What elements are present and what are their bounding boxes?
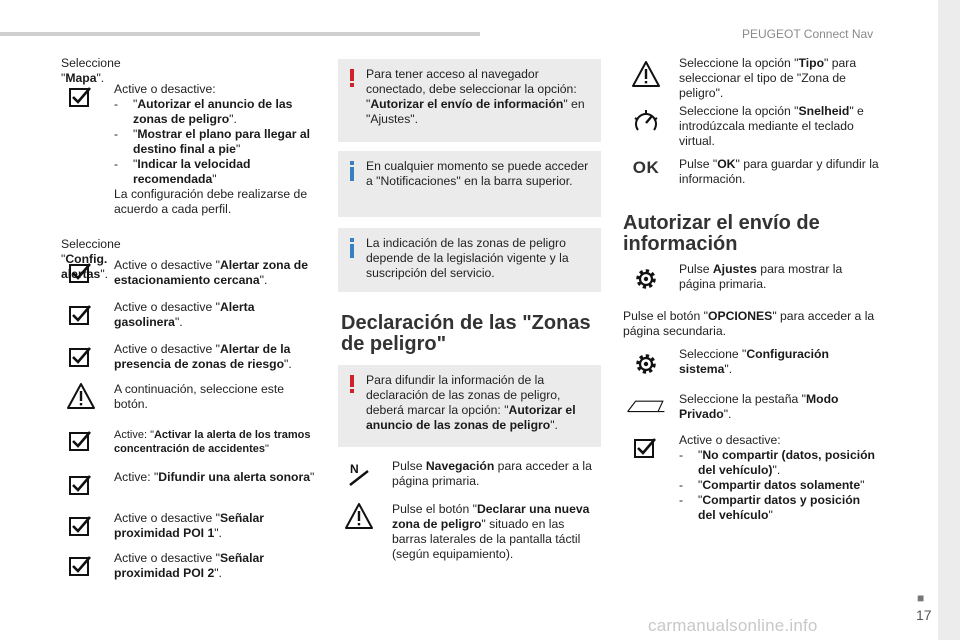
step-privacy-options: Active o desactive: - "No compartir (datos, posición del vehículo)". - "Compartir datos solamente" - "Compartir datos y posición del vehículo" bbox=[626, 433, 886, 523]
checkbox-icon bbox=[69, 304, 93, 326]
step-declare-zone: Pulse el botón "Declarar una nueva zona de peligro" situado en las barras laterales de la pantalla táctil (según equipamiento). bbox=[339, 502, 601, 562]
warning-note-browser: Para tener acceso al navegador conectado, debe seleccionar la opción: "Autorizar el envío de información" en "Ajustes". bbox=[338, 59, 601, 142]
step-poi-1: Active o desactive "Señalar proximidad POI 1". bbox=[61, 511, 321, 541]
step-modo-privado: Seleccione la pestaña "Modo Privado". bbox=[626, 392, 886, 422]
checkbox-icon bbox=[69, 346, 93, 368]
step-opciones: Pulse el botón "OPCIONES" para acceder a la página secundaria. bbox=[623, 309, 875, 338]
step-accident-zones: Active: "Activar la alerta de los tramos concentración de accidentes" bbox=[61, 428, 321, 456]
step-ajustes: Pulse Ajustes para mostrar la página primaria. bbox=[626, 262, 886, 292]
section-heading-send-info: Autorizar el envío de información bbox=[623, 212, 820, 255]
page-number: 17 bbox=[916, 607, 932, 623]
step-config-sistema: Seleccione "Configuración sistema". bbox=[626, 347, 886, 377]
navigation-icon bbox=[346, 461, 372, 487]
info-icon bbox=[348, 237, 356, 259]
watermark: carmanualsonline.info bbox=[648, 616, 818, 635]
checkbox-icon bbox=[69, 262, 93, 284]
step-mapa-options: Active o desactive: - "Autorizar el anuncio de las zonas de peligro". - "Mostrar el plano para llegar al destino final a pie" - "Indicar la velocidad recomendada" La configuración debe realizarse de acuerdo a cada perfil. bbox=[61, 82, 321, 217]
step-navigation: N Pulse Navegación para acceder a la página primaria. bbox=[339, 459, 601, 489]
speedometer-icon bbox=[632, 108, 660, 136]
checkbox-icon bbox=[69, 474, 93, 496]
section-heading-danger-zones: Declaración de las "Zonas de peligro" bbox=[341, 312, 591, 355]
select-mapa: Seleccione "Mapa". bbox=[61, 56, 121, 85]
info-note-legislation: La indicación de las zonas de peligro depende de la legislación vigente y la suscripción del servicio. bbox=[338, 228, 601, 292]
info-icon bbox=[348, 160, 356, 182]
checkbox-icon bbox=[69, 86, 93, 108]
warning-icon bbox=[631, 60, 661, 88]
page-header: PEUGEOT Connect Nav bbox=[742, 27, 874, 41]
tab-icon bbox=[626, 397, 666, 415]
step-alert-gas: Active o desactive "Alerta gasolinera". bbox=[61, 300, 321, 330]
svg-text:N: N bbox=[350, 462, 359, 476]
warning-icon bbox=[66, 382, 96, 410]
gear-icon bbox=[633, 351, 659, 377]
exclamation-icon bbox=[348, 374, 356, 394]
top-rule bbox=[0, 32, 480, 36]
warning-note-declaration: Para difundir la información de la declaración de las zonas de peligro, deberá marcar la opción: "Autorizar el anuncio de las zonas de peligro". bbox=[338, 365, 601, 447]
side-strip bbox=[938, 0, 960, 640]
step-ok: OK Pulse "OK" para guardar y difundir la información. bbox=[632, 157, 879, 186]
checkbox-icon bbox=[69, 555, 93, 577]
select-config-alertas: Seleccione "Config. alertas". bbox=[61, 237, 121, 281]
step-poi-2: Active o desactive "Señalar proximidad POI 2". bbox=[61, 551, 321, 581]
warning-icon bbox=[344, 502, 374, 530]
exclamation-icon bbox=[348, 68, 356, 88]
step-tipo: Seleccione la opción "Tipo" para seleccionar el tipo de "Zona de peligro". bbox=[626, 56, 886, 101]
gear-icon bbox=[633, 266, 659, 292]
step-alert-parking: Active o desactive "Alertar zona de estacionamiento cercana". bbox=[61, 258, 321, 288]
step-snelheid: Seleccione la opción "Snelheid" e introdúzcala mediante el teclado virtual. bbox=[626, 104, 886, 149]
info-note-notifications: En cualquier momento se puede acceder a "Notificaciones" en la barra superior. bbox=[338, 151, 601, 217]
checkbox-icon bbox=[69, 515, 93, 537]
step-sound-alert: Active: "Difundir una alerta sonora" bbox=[61, 470, 321, 496]
ok-icon: OK bbox=[632, 158, 660, 177]
checkbox-icon bbox=[634, 437, 658, 459]
step-select-button: A continuación, seleccione este botón. bbox=[61, 382, 321, 412]
step-alert-risk: Active o desactive "Alertar de la presencia de zonas de riesgo". bbox=[61, 342, 321, 372]
page-marker: ■ bbox=[917, 591, 925, 605]
checkbox-icon bbox=[69, 430, 93, 452]
